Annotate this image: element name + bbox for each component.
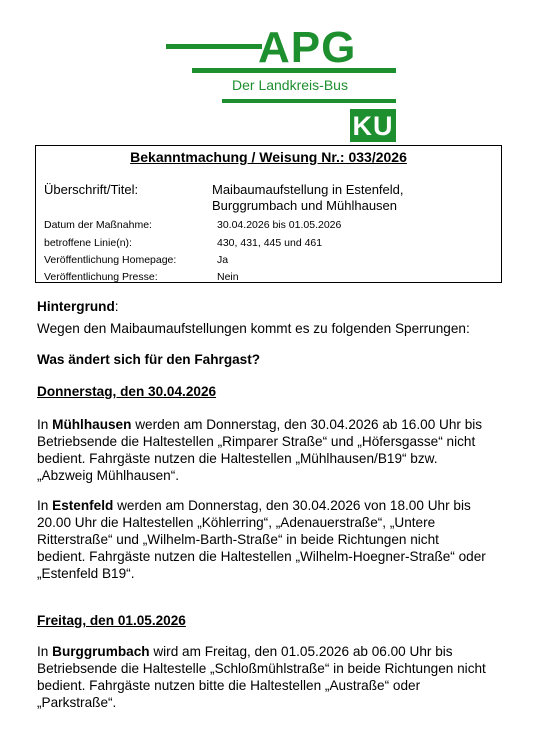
logo-brand: APG	[258, 23, 357, 72]
background-heading-line	[37, 298, 119, 315]
p3-place: Burggrumbach	[52, 644, 150, 659]
p2-line-3: Ritterstraße“ und „Wilhelm-Barth-Straße“ in beide Richtungen nicht	[37, 532, 439, 547]
background-heading: Hintergrund	[37, 299, 115, 314]
p1-line-4: „Abzweig Mühlhausen“.	[37, 468, 180, 483]
logo-badge: KU	[350, 109, 396, 142]
change-heading: Was ändert sich für den Fahrgast?	[37, 352, 261, 367]
homepage-value: Ja	[217, 254, 229, 266]
p3-line-2: Betriebsende die Haltestelle „Schloßmühlstraße“ in beide Richtungen nicht	[37, 661, 486, 676]
p2-line-2: 20.00 Uhr die Haltestellen „Köhlerring“, „Adenauerstraße“, „Untere	[37, 515, 436, 530]
press-label: Veröffentlichung Presse:	[44, 271, 158, 283]
p3-line-1	[37, 643, 453, 660]
day1-heading: Donnerstag, den 30.04.2026	[37, 384, 217, 399]
heading-value-line-1: Maibaumaufstellung in Estenfeld,	[212, 182, 404, 197]
p1-line-2: Betriebsende die Haltestellen „Rimparer Straße“ und „Höfersgasse“ nicht	[37, 434, 476, 449]
p1-place: Mühlhausen	[52, 417, 132, 432]
press-value: Nein	[217, 271, 239, 283]
date-label: Datum der Maßnahme:	[44, 219, 152, 231]
p3-line-1-rest: wird am Freitag, den 01.05.2026 ab 06.00 Uhr bis	[149, 644, 453, 659]
heading-value	[212, 182, 404, 214]
p1-line-1-rest: werden am Donnerstag, den 30.04.2026 ab 16.00 Uhr bis	[131, 417, 483, 432]
logo-bar-top	[166, 44, 262, 49]
p3-line-3: bedient. Fahrgäste nutzen bitte die Haltestellen „Austraße“ oder	[37, 678, 421, 693]
lines-value: 430, 431, 445 und 461	[217, 237, 323, 249]
p1-pre: In	[37, 417, 53, 432]
heading-value-line-2: Burggrumbach und Mühlhausen	[212, 198, 398, 213]
notice-box	[35, 145, 502, 283]
homepage-label: Veröffentlichung Homepage:	[44, 254, 177, 266]
lines-label: betroffene Linie(n):	[44, 237, 132, 249]
logo-tagline: Der Landkreis-Bus	[232, 77, 348, 93]
background-text: Wegen den Maibaumaufstellungen kommt es zu folgenden Sperrungen:	[37, 321, 470, 336]
p2-pre: In	[37, 498, 53, 513]
p3-pre: In	[37, 644, 53, 659]
apg-logo	[166, 23, 396, 142]
p3-line-4: „Parkstraße“.	[37, 695, 117, 710]
heading-label: Überschrift/Titel:	[44, 182, 139, 197]
p2-place: Estenfeld	[52, 498, 114, 513]
p1-line-1	[37, 416, 482, 433]
background-colon: :	[114, 299, 119, 314]
p1-line-3: bedient. Fahrgäste nutzen die Haltestellen „Mühlhausen/B19“ bzw.	[37, 451, 438, 466]
date-value: 30.04.2026 bis 01.05.2026	[217, 219, 342, 231]
day2-heading: Freitag, den 01.05.2026	[37, 613, 186, 628]
p2-line-1-rest: werden am Donnerstag, den 30.04.2026 von 18.00 Uhr bis	[113, 498, 471, 513]
p2-line-4: bedient. Fahrgäste nutzen die Haltestellen „Wilhelm-Hoegner-Straße“ oder	[37, 549, 486, 564]
p2-line-1	[37, 497, 471, 514]
logo-bar-bottom	[222, 99, 396, 103]
notice-title: Bekanntmachung / Weisung Nr.: 033/2026	[130, 149, 407, 165]
p2-line-5: „Estenfeld B19“.	[37, 566, 135, 581]
